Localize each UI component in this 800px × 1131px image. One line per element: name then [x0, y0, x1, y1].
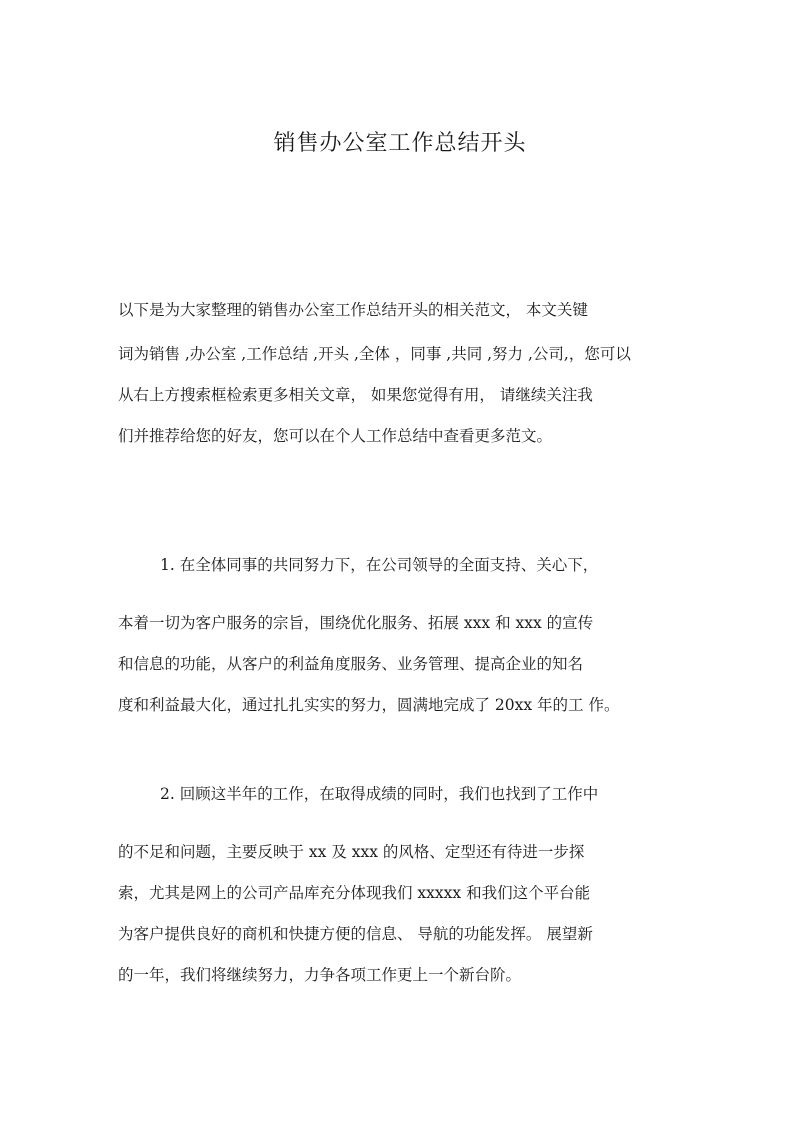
- section2-line-3: 索，尤其是网上的公司产品库充分体现我们 xxxxx 和我们这个平台能: [118, 884, 591, 902]
- section1-line-2: 本着一切为客户服务的宗旨，围绕优化服务、拓展 xxx 和 xxx 的宣传: [118, 614, 594, 632]
- intro-line-3: 从右上方搜索框检索更多相关文章， 如果您觉得有用， 请继续关注我: [118, 386, 593, 404]
- document-title: 销售办公室工作总结开头: [273, 131, 527, 156]
- section2-line-4: 为客户提供良好的商机和快捷方便的信息、 导航的功能发挥。 展望新: [118, 925, 593, 943]
- intro-line-1: 以下是为大家整理的销售办公室工作总结开头的相关范文， 本文关键: [118, 301, 588, 319]
- intro-line-4: 们并推荐给您的好友，您可以在个人工作总结中查看更多范文。: [118, 427, 553, 445]
- section1-line-4: 度和利益最大化，通过扎扎实实的努力，圆满地完成了 20xx 年的工 作。: [118, 696, 620, 714]
- section1-line-1: 1. 在全体同事的共同努力下，在公司领导的全面支持、关心下，: [160, 556, 599, 574]
- section2-line-2: 的不足和问题，主要反映于 xx 及 xxx 的风格、定型还有待进一步探: [118, 843, 585, 861]
- section1-line-3: 和信息的功能，从客户的利益角度服务、业务管理、提高企业的知名: [118, 655, 584, 673]
- intro-line-2: 词为销售 ,办公室 ,工作总结 ,开头 ,全体 ，同事 ,共同 ,努力 ,公司,，您可以: [118, 345, 631, 363]
- section2-line-1: 2. 回顾这半年的工作，在取得成绩的同时，我们也找到了工作中: [160, 785, 599, 803]
- section2-line-5: 的一年，我们将继续努力，力争各项工作更上一个新台阶。: [118, 966, 522, 984]
